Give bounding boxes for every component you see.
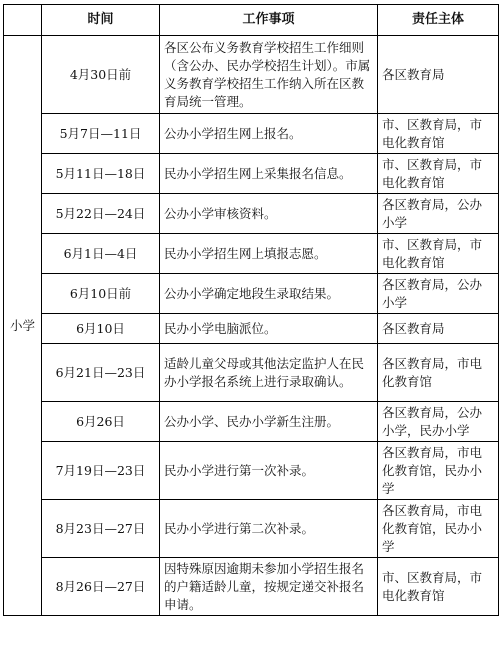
responsible-cell: 市、区教育局，市电化教育馆: [378, 558, 499, 616]
time-cell: 8月26日—27日: [42, 558, 160, 616]
task-cell: 因特殊原因逾期未参加小学招生报名的户籍适龄儿童，按规定递交补报名申请。: [160, 558, 378, 616]
category-cell: 小学: [4, 36, 42, 616]
task-cell: 公办小学审核资料。: [160, 194, 378, 234]
table-row: [4, 314, 499, 344]
header-row: [4, 5, 499, 36]
responsible-cell: 各区教育局: [378, 36, 499, 114]
table-row: [4, 36, 499, 114]
responsible-cell: 各区教育局，市电化教育馆，民办小学: [378, 442, 499, 500]
table-row: [4, 344, 499, 402]
time-cell: 5月7日—11日: [42, 114, 160, 154]
table-row: [4, 114, 499, 154]
table-row: [4, 194, 499, 234]
time-cell: 8月23日—27日: [42, 500, 160, 558]
responsible-cell: 各区教育局，公办小学，民办小学: [378, 402, 499, 442]
responsible-cell: 各区教育局，市电化教育馆: [378, 344, 499, 402]
task-cell: 民办小学招生网上采集报名信息。: [160, 154, 378, 194]
table-row: [4, 442, 499, 500]
task-cell: 民办小学进行第一次补录。: [160, 442, 378, 500]
responsible-cell: 市、区教育局，市电化教育馆: [378, 154, 499, 194]
table-row: [4, 558, 499, 616]
time-cell: 6月21日—23日: [42, 344, 160, 402]
table-row: [4, 154, 499, 194]
task-cell: 各区公布义务教育学校招生工作细则（含公办、民办学校招生计划）。市属义务教育学校招生工作纳入所在区教育局统一管理。: [160, 36, 378, 114]
time-cell: 4月30日前: [42, 36, 160, 114]
task-cell: 公办小学、民办小学新生注册。: [160, 402, 378, 442]
task-cell: 公办小学确定地段生录取结果。: [160, 274, 378, 314]
schedule-table: [3, 4, 499, 616]
header-time: 时间: [42, 5, 160, 36]
responsible-cell: 各区教育局，公办小学: [378, 274, 499, 314]
task-cell: 民办小学电脑派位。: [160, 314, 378, 344]
table-row: [4, 402, 499, 442]
header-task: 工作事项: [160, 5, 378, 36]
task-cell: 民办小学进行第二次补录。: [160, 500, 378, 558]
task-cell: 公办小学招生网上报名。: [160, 114, 378, 154]
time-cell: 6月1日—4日: [42, 234, 160, 274]
time-cell: 5月11日—18日: [42, 154, 160, 194]
table-row: [4, 274, 499, 314]
time-cell: 5月22日—24日: [42, 194, 160, 234]
responsible-cell: 各区教育局，公办小学: [378, 194, 499, 234]
responsible-cell: 市、区教育局，市电化教育馆: [378, 114, 499, 154]
responsible-cell: 各区教育局，市电化教育馆，民办小学: [378, 500, 499, 558]
table-row: [4, 234, 499, 274]
responsible-cell: 各区教育局: [378, 314, 499, 344]
time-cell: 6月10日: [42, 314, 160, 344]
header-responsible: 责任主体: [378, 5, 499, 36]
task-cell: 民办小学招生网上填报志愿。: [160, 234, 378, 274]
time-cell: 6月10日前: [42, 274, 160, 314]
time-cell: 7月19日—23日: [42, 442, 160, 500]
task-cell: 适龄儿童父母或其他法定监护人在民办小学报名系统上进行录取确认。: [160, 344, 378, 402]
time-cell: 6月26日: [42, 402, 160, 442]
header-category: [4, 5, 42, 36]
responsible-cell: 市、区教育局，市电化教育馆: [378, 234, 499, 274]
table-row: [4, 500, 499, 558]
